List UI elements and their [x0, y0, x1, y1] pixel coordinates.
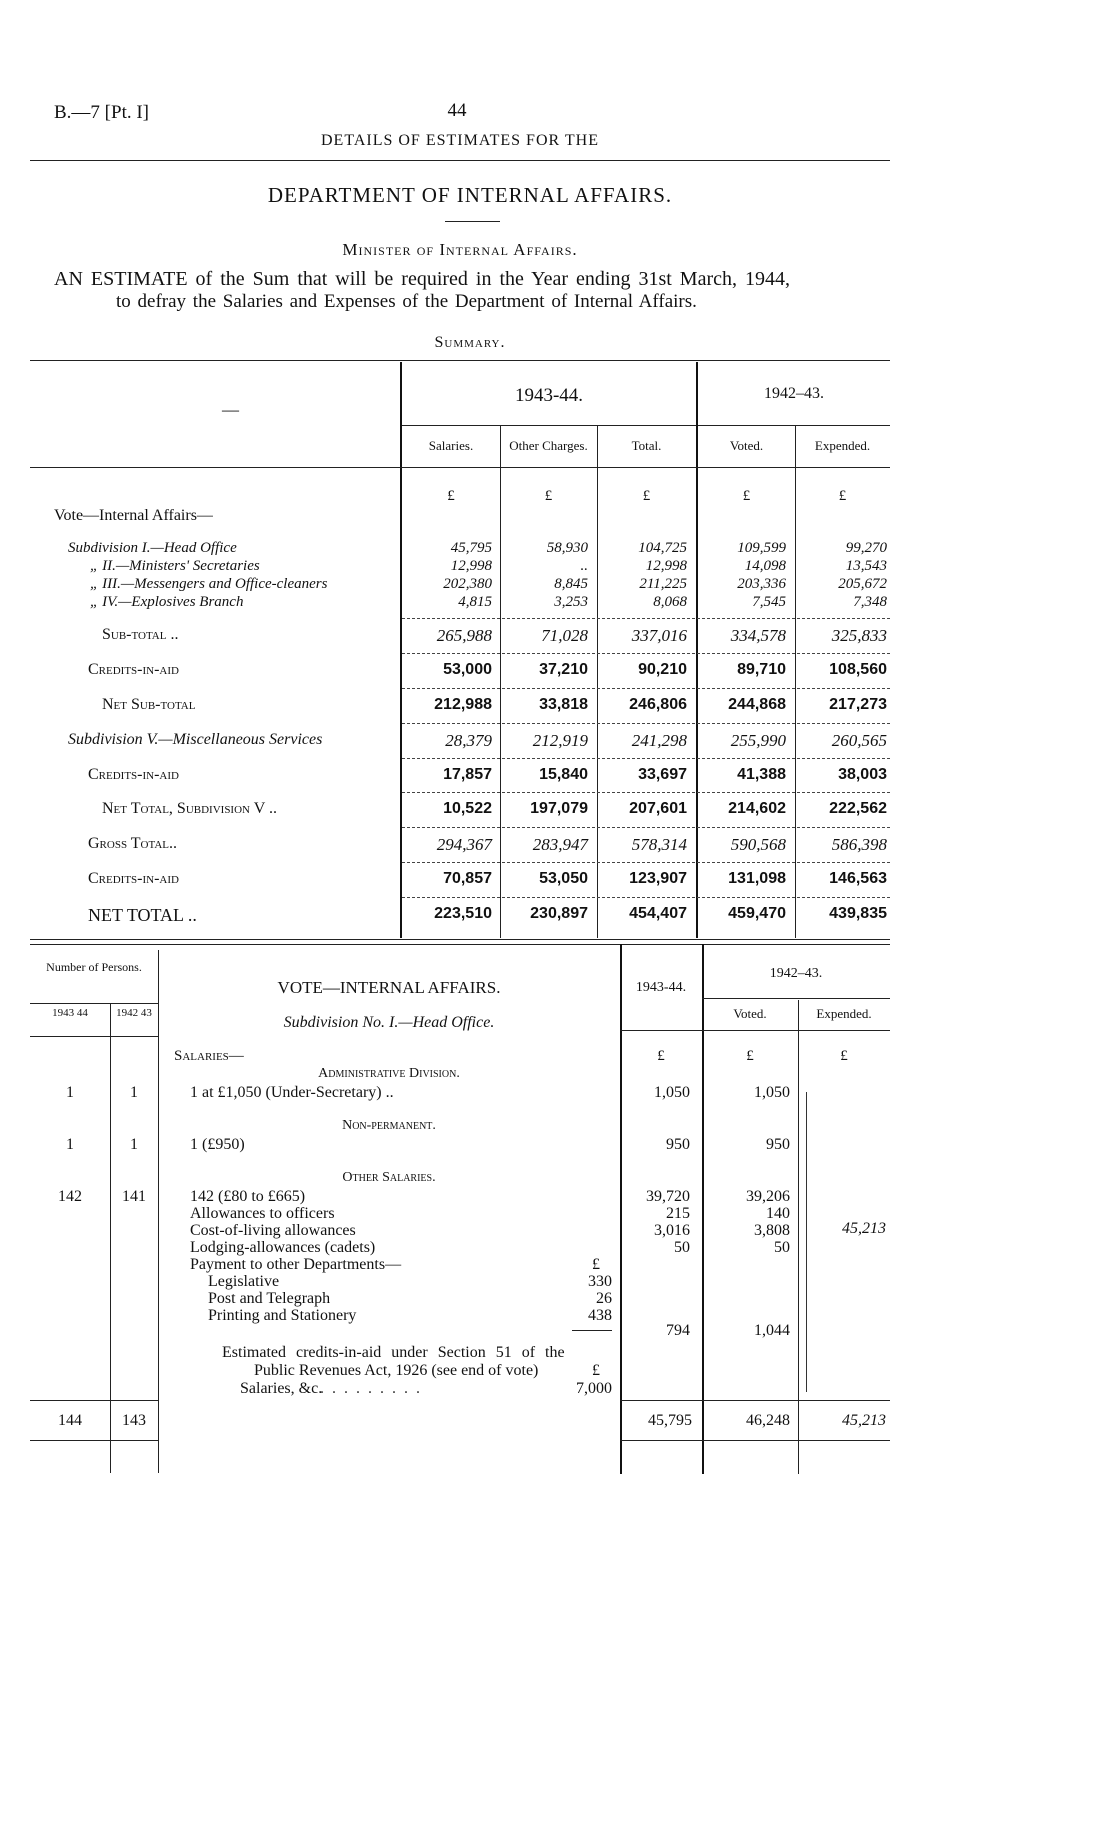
header-subtitle: DETAILS OF ESTIMATES FOR THE	[321, 132, 599, 149]
summary-row-label: Subdivision V.—Miscellaneous Services	[68, 731, 323, 748]
other-n-1942: 141	[122, 1188, 146, 1205]
summary-cell: 337,016	[631, 626, 687, 645]
summary-cell: 217,273	[829, 696, 887, 713]
total-n-1942: 143	[122, 1412, 146, 1429]
total-1943: 45,795	[648, 1412, 692, 1429]
summary-year-1942: 1942–43.	[764, 385, 824, 402]
other-n-1943: 142	[58, 1188, 82, 1205]
summary-year-1943: 1943-44.	[514, 385, 584, 406]
salary-item: 3,016	[654, 1222, 690, 1239]
salary-item: 140	[766, 1205, 790, 1222]
nonperm-n-1943: 1	[66, 1136, 74, 1153]
credits-text-3: Salaries, &c.	[240, 1380, 323, 1397]
summary-cell: 4,815	[458, 594, 492, 610]
col-other-charges: Other Charges.	[509, 438, 588, 453]
summary-row-label: Net Total, Subdivision V ..	[102, 800, 277, 817]
payment-item-value: 330	[588, 1273, 612, 1290]
col-salaries: Salaries.	[428, 438, 474, 453]
summary-cell: 8,845	[554, 576, 588, 592]
pound-sign: £	[592, 1362, 600, 1379]
summary-cell: 12,998	[645, 558, 687, 574]
admin-n-1943: 1	[66, 1084, 74, 1101]
total-n-1943: 144	[58, 1412, 82, 1429]
summary-cell: 10,522	[443, 800, 492, 817]
salary-item: Lodging-allowances (cadets)	[190, 1239, 376, 1256]
summary-cell: 459,470	[728, 905, 786, 922]
summary-cell: 17,857	[443, 766, 492, 783]
subdivision-label: „ IV.—Explosives Branch	[90, 594, 244, 610]
summary-cell: 41,388	[737, 766, 786, 783]
summary-cell: 294,367	[436, 835, 492, 854]
detail-col-voted: Voted.	[733, 1006, 767, 1021]
summary-row-label: Sub-total ..	[102, 626, 179, 643]
pound-sign: £	[592, 1256, 600, 1273]
salary-item: 50	[774, 1239, 790, 1256]
summary-cell: 260,565	[831, 731, 887, 750]
under-secretary-item: 1 at £1,050 (Under-Secretary) ..	[190, 1084, 394, 1101]
summary-cell: 28,379	[445, 731, 492, 750]
summary-cell: 33,818	[539, 696, 588, 713]
summary-cell: 203,336	[737, 576, 786, 592]
summary-cell: 3,253	[554, 594, 588, 610]
summary-cell: 58,930	[546, 540, 588, 556]
detail-col-1943: 1943-44.	[635, 980, 687, 995]
summary-cell: 590,568	[730, 835, 786, 854]
persons-year-1942: 1942 43	[116, 1007, 152, 1019]
number-of-persons: Number of Persons.	[46, 960, 142, 974]
credits-text-1: Estimated credits-in-aid under Section 51 of the	[222, 1344, 565, 1361]
nonperm-item: 1 (£950)	[190, 1136, 245, 1153]
summary-cell: 99,270	[845, 540, 887, 556]
payment-item-value: 438	[588, 1307, 612, 1324]
payment-heading: Payment to other Departments—	[190, 1256, 402, 1273]
summary-row-label: Net Sub-total	[102, 696, 196, 713]
summary-row-label: Gross Total..	[88, 835, 178, 852]
summary-cell: 241,298	[631, 731, 687, 750]
subdivision-label: Subdivision I.—Head Office	[68, 540, 237, 556]
non-permanent-heading: Non-permanent.	[342, 1118, 436, 1133]
summary-cell: 578,314	[631, 835, 687, 854]
pound-sign: £	[840, 1048, 848, 1064]
admin-n-1942: 1	[130, 1084, 138, 1101]
pound-sign: £	[742, 488, 751, 504]
document-reference: B.—7 [Pt. I]	[54, 102, 149, 123]
department-title: DEPARTMENT OF INTERNAL AFFAIRS.	[267, 183, 673, 207]
total-1942-voted: 46,248	[746, 1412, 790, 1429]
salary-item: 50	[674, 1239, 690, 1256]
salaries-label: Salaries—	[174, 1048, 244, 1064]
nonperm-1943: 950	[666, 1136, 690, 1153]
summary-cell: 108,560	[829, 661, 887, 678]
summary-cell: 283,947	[532, 835, 588, 854]
payment-item-value: 26	[596, 1290, 612, 1307]
summary-cell: 212,919	[532, 731, 588, 750]
pound-sign: £	[838, 488, 847, 504]
summary-cell: 223,510	[434, 905, 492, 922]
summary-cell: 45,795	[450, 540, 492, 556]
summary-cell: 265,988	[436, 626, 492, 645]
summary-cell: 197,079	[530, 800, 588, 817]
summary-cell: 123,907	[629, 870, 687, 887]
summary-dash: —	[222, 400, 239, 419]
detail-col-1942: 1942–43.	[769, 966, 823, 981]
estimate-line-1: AN ESTIMATE of the Sum that will be required in the Year ending 31st March, 1944,	[54, 268, 791, 290]
summary-cell: 214,602	[728, 800, 786, 817]
subdivision-heading: Subdivision No. I.—Head Office.	[283, 1014, 495, 1031]
summary-cell: 89,710	[737, 661, 786, 678]
salary-item: Allowances to officers	[190, 1205, 335, 1222]
summary-cell: ..	[580, 558, 588, 574]
summary-cell: 14,098	[744, 558, 786, 574]
summary-cell: 70,857	[443, 870, 492, 887]
summary-cell: 207,601	[629, 800, 687, 817]
under-secretary-1943: 1,050	[654, 1084, 690, 1101]
summary-cell: 325,833	[831, 626, 887, 645]
credits-value: 7,000	[576, 1380, 612, 1397]
detail-col-expended: Expended.	[816, 1006, 872, 1021]
nonperm-1942: 950	[766, 1136, 790, 1153]
salary-item: 142 (£80 to £665)	[190, 1188, 306, 1205]
summary-cell: 205,672	[838, 576, 887, 592]
vote-heading: VOTE—INTERNAL AFFAIRS.	[277, 978, 501, 997]
summary-cell: 230,897	[530, 905, 588, 922]
salary-item: 215	[666, 1205, 690, 1222]
pound-sign: £	[447, 488, 455, 504]
summary-cell: 90,210	[638, 661, 687, 678]
salary-item: 3,808	[754, 1222, 790, 1239]
summary-cell: 202,380	[443, 576, 492, 592]
summary-cell: 255,990	[730, 731, 786, 750]
summary-cell: 211,225	[639, 576, 687, 592]
persons-year-1943: 1943 44	[52, 1007, 88, 1019]
summary-row-label: Credits-in-aid	[88, 870, 179, 887]
col-voted: Voted.	[729, 438, 764, 453]
salary-item: Cost-of-living allowances	[190, 1222, 356, 1239]
summary-title: Summary.	[434, 334, 506, 351]
summary-cell: 454,407	[629, 905, 687, 922]
minister-title: Minister of Internal Affairs.	[342, 240, 578, 259]
summary-cell: 7,348	[853, 594, 887, 610]
col-total: Total.	[631, 438, 662, 453]
leader-dots: .........	[320, 1380, 428, 1397]
admin-division: Administrative Division.	[318, 1066, 460, 1081]
payment-total-1942: 1,044	[754, 1322, 790, 1339]
subdivision-label: „ III.—Messengers and Office-cleaners	[90, 576, 328, 592]
summary-cell: 131,098	[728, 870, 786, 887]
summary-cell: 212,988	[434, 696, 492, 713]
payment-item: Post and Telegraph	[208, 1290, 331, 1307]
summary-cell: 53,050	[539, 870, 588, 887]
summary-cell: 586,398	[831, 835, 887, 854]
estimate-line-2: to defray the Salaries and Expenses of the Department of Internal Affairs.	[116, 291, 697, 312]
summary-cell: 439,835	[829, 905, 887, 922]
summary-cell: 146,563	[829, 870, 887, 887]
page-number: 44	[447, 100, 467, 121]
payment-total-1943: 794	[666, 1322, 690, 1339]
pound-sign: £	[642, 488, 651, 504]
expended-brace-total: 45,213	[842, 1220, 886, 1237]
other-salaries-heading: Other Salaries.	[342, 1170, 436, 1185]
summary-cell: 13,543	[845, 558, 887, 574]
summary-row-label: Credits-in-aid	[88, 766, 179, 783]
summary-cell: 33,697	[638, 766, 687, 783]
summary-cell: 109,599	[737, 540, 786, 556]
nonperm-n-1942: 1	[130, 1136, 138, 1153]
summary-cell: 8,068	[653, 594, 687, 610]
summary-cell: 15,840	[539, 766, 588, 783]
col-expended: Expended.	[814, 438, 871, 453]
subdivision-label: „ II.—Ministers' Secretaries	[90, 558, 260, 574]
under-secretary-1942: 1,050	[754, 1084, 790, 1101]
summary-cell: 222,562	[829, 800, 887, 817]
pound-sign: £	[657, 1048, 665, 1064]
credits-text-2: Public Revenues Act, 1926 (see end of vote)	[254, 1362, 539, 1379]
payment-item: Printing and Stationery	[208, 1307, 357, 1324]
pound-sign: £	[544, 488, 553, 504]
summary-row-label: Credits-in-aid	[88, 661, 179, 678]
summary-cell: 104,725	[638, 540, 687, 556]
summary-cell: 7,545	[752, 594, 786, 610]
salary-item: 39,720	[646, 1188, 690, 1205]
summary-cell: 37,210	[539, 661, 588, 678]
summary-cell: 71,028	[541, 626, 588, 645]
summary-cell: 38,003	[838, 766, 887, 783]
summary-cell: 334,578	[730, 626, 786, 645]
salary-item: 39,206	[746, 1188, 790, 1205]
summary-cell: 53,000	[443, 661, 492, 678]
total-1942-expended: 45,213	[842, 1412, 886, 1429]
summary-cell: 244,868	[728, 696, 786, 713]
vote-label: Vote—Internal Affairs—	[54, 507, 213, 524]
summary-cell: 12,998	[450, 558, 492, 574]
summary-row-label: NET TOTAL ..	[88, 905, 197, 925]
payment-item: Legislative	[208, 1273, 280, 1290]
pound-sign: £	[746, 1048, 754, 1064]
summary-cell: 246,806	[629, 696, 687, 713]
